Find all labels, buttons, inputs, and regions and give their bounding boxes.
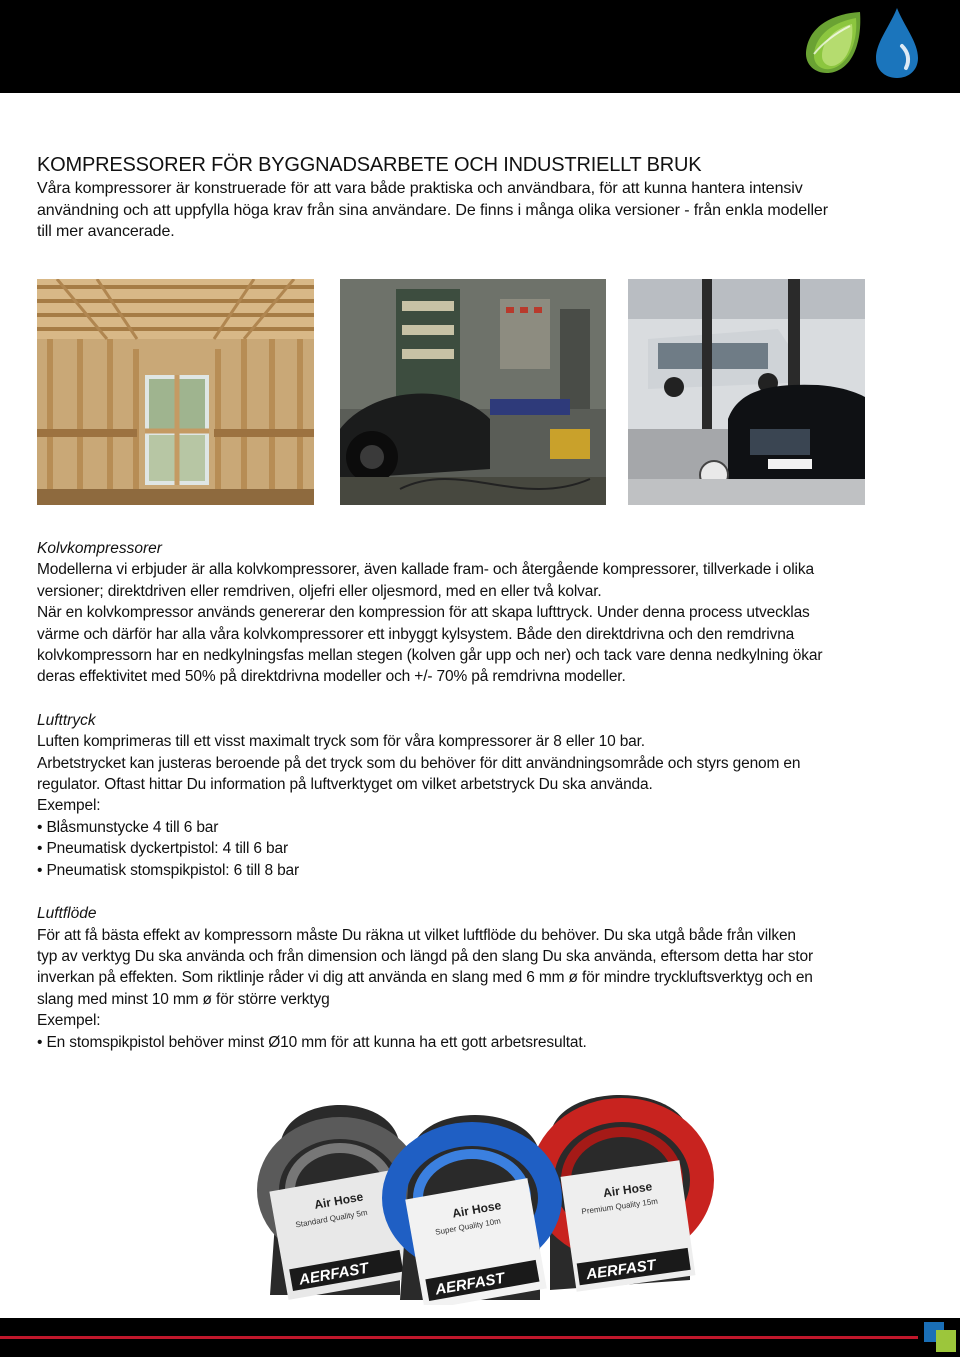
water-drop-icon xyxy=(872,6,922,80)
garage-photo xyxy=(628,279,865,505)
section-kolvkompressorer xyxy=(37,538,847,688)
product-quality: Standard Quality 5m xyxy=(294,1207,369,1230)
section-title: Kolvkompressorer xyxy=(37,540,162,557)
product-name: Air Hose xyxy=(602,1179,654,1201)
paragraph-line: Arbetstrycket kan justeras beroende på det tryck som du behöver för ditt användningsområde och styrs genom en xyxy=(37,754,801,772)
product-super-hose xyxy=(394,1115,550,1305)
list-item: • En stomspikpistol behöver minst Ø10 mm för att kunna ha ett gott arbetsresultat. xyxy=(37,1032,847,1053)
paragraph-line: deras effektivitet med 50% på direktdrivna modeller och +/- 70% på remdrivna modeller. xyxy=(37,668,626,686)
section-title: Luftflöde xyxy=(37,905,97,923)
paragraph-line: värme och därför har alla våra kolvkompressorer ett inbyggt kylsystem. Både den direktdrivna och den remdrivna xyxy=(37,625,795,643)
product-quality: Super Quality 10m xyxy=(434,1216,502,1237)
intro-line: till mer avancerade. xyxy=(37,223,175,240)
paragraph-line: Exempel: xyxy=(37,1012,101,1030)
list-item: • Pneumatisk stomspikpistol: 6 till 8 bar xyxy=(37,860,847,881)
paragraph-line: För att få bästa effekt av kompressorn måste Du räkna ut vilket luftflöde du behöver. Du ska utgå både från vilken xyxy=(37,926,796,944)
product-quality: Premium Quality 15m xyxy=(580,1196,659,1217)
paragraph-line: inverkan på effekten. Som riktlinje råder vi dig att använda en slang med 6 mm ø för mindre tryckluftsverktyg och en xyxy=(37,969,813,987)
air-hose-products xyxy=(250,1080,720,1305)
leaf-logo-icon xyxy=(800,10,866,78)
product-name: Air Hose xyxy=(451,1198,503,1221)
body-text xyxy=(37,538,847,1075)
product-premium-hose xyxy=(542,1095,702,1292)
green-square-icon xyxy=(936,1330,956,1352)
intro-block xyxy=(37,152,837,243)
section-lufttryck xyxy=(37,710,847,881)
paragraph-line: Exempel: xyxy=(37,797,101,815)
paragraph-line: Luften komprimeras till ett visst maximalt tryck som för våra kompressorer är 8 eller 10 bar. xyxy=(37,733,645,751)
brand-logo: AERFAST xyxy=(585,1256,657,1284)
product-name: Air Hose xyxy=(313,1189,365,1212)
list-item: • Blåsmunstycke 4 till 6 bar xyxy=(37,817,847,838)
intro-line: Våra kompressorer är konstruerade för att vara både praktiska och användbara, för att kunna hantera intensiv xyxy=(37,180,803,197)
construction-photo xyxy=(37,279,314,505)
workshop-photo xyxy=(340,279,606,505)
section-title: Lufttryck xyxy=(37,711,96,729)
paragraph-line: Modellerna vi erbjuder är alla kolvkompressorer, även kallade fram- och återgående kompressorer, tillverkade i olika xyxy=(37,561,814,579)
list-item: • Pneumatisk dyckertpistol: 4 till 6 bar xyxy=(37,838,847,859)
footer-accent-line xyxy=(0,1336,918,1339)
brand-logo: AERFAST xyxy=(297,1259,370,1289)
paragraph-line: regulator. Oftast hittar Du information på luftverktyget om vilket arbetstryck Du ska använda. xyxy=(37,776,653,794)
paragraph-line: slang med minst 10 mm ø för större verktyg xyxy=(37,990,330,1008)
page-title: KOMPRESSORER FÖR BYGGNADSARBETE OCH INDUSTRIELLT BRUK xyxy=(37,154,702,176)
brand-logo: AERFAST xyxy=(433,1269,506,1299)
paragraph-line: typ av verktyg Du ska använda och från dimension och längd på den slang Du ska använda, eftersom detta har stor xyxy=(37,947,814,965)
paragraph-line: kolvkompressorn har en nedkylningsfas mellan stegen (kolven går upp och ner) och tack vare denna nedkylning ökar xyxy=(37,647,823,665)
paragraph-line: versioner; direktdriven eller remdriven, oljefri eller oljesmord, med en eller två kolvar. xyxy=(37,582,602,600)
paragraph-line: När en kolvkompressor används genererar den kompression för att skapa lufttryck. Under denna process utvecklas xyxy=(37,604,810,622)
intro-line: användning och att uppfylla höga krav från sina användare. De finns i många olika versioner - från enkla modeller xyxy=(37,201,828,219)
section-luftflode xyxy=(37,903,847,1053)
